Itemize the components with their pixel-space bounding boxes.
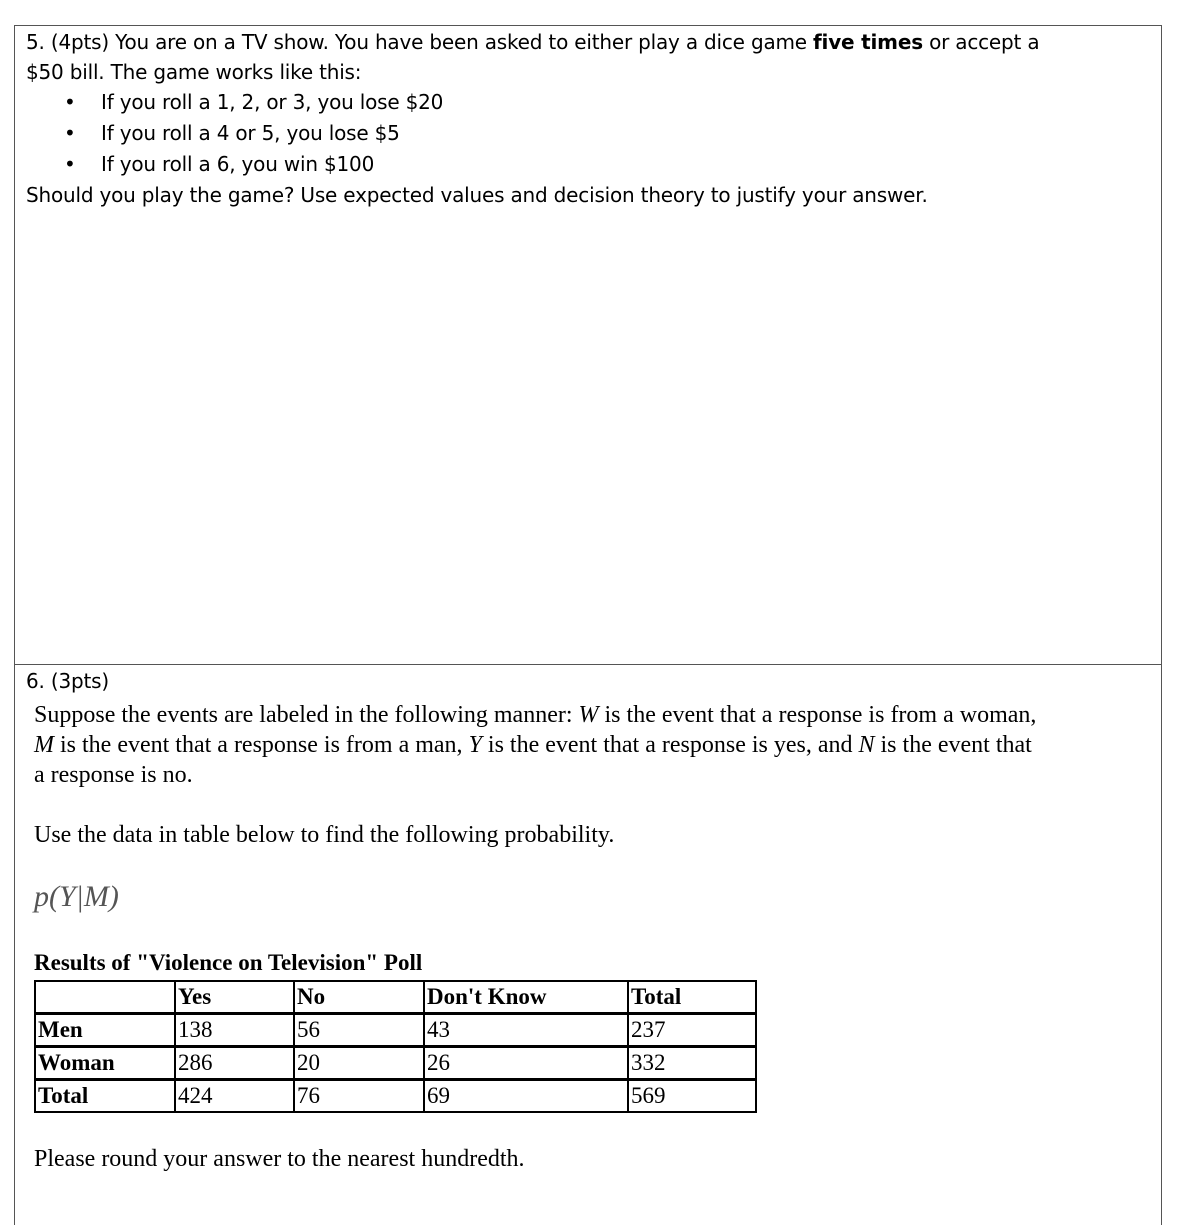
rounding-note: Please round your answer to the nearest hundredth.: [34, 1146, 525, 1172]
row-header: Total: [35, 1080, 175, 1113]
q5-prompt-line1: 5. (4pts) You are on a TV show. You have been asked to either play a dice game five times or accept a: [26, 30, 1040, 54]
column-header: Yes: [175, 981, 294, 1014]
probability-expression: p(Y|M): [34, 880, 119, 913]
column-header: Total: [628, 981, 756, 1014]
q6-event-definitions: Suppose the events are labeled in the following manner: W is the event that a response is from a woman, M is the event that a response is from a man, Y is the event that a response is yes, and N is the event that a response is no.: [34, 702, 1037, 788]
table-cell: 237: [628, 1014, 756, 1047]
list-item: • If you roll a 1, 2, or 3, you lose $20: [26, 87, 1136, 118]
table-cell: 26: [424, 1047, 628, 1080]
table-title: Results of "Violence on Television" Poll: [34, 950, 423, 975]
q5-question: Should you play the game? Use expected values and decision theory to justify your answer.: [26, 183, 928, 207]
column-header: [35, 981, 175, 1014]
table-cell: 69: [424, 1080, 628, 1113]
table-cell: 56: [294, 1014, 424, 1047]
table-row: [35, 1014, 756, 1047]
q5-prompt-line2: $50 bill. The game works like this:: [26, 60, 362, 84]
question-6-body: [34, 700, 1149, 850]
table-header-row: [35, 981, 756, 1014]
bullet-icon: •: [64, 121, 76, 145]
q5-emphasis: five times: [813, 30, 923, 54]
table-row: [35, 1080, 756, 1113]
bullet-icon: •: [64, 90, 76, 114]
q5-rules-list: [26, 87, 1136, 180]
question-divider: [14, 664, 1162, 665]
table-cell: 424: [175, 1080, 294, 1113]
table-cell: 76: [294, 1080, 424, 1113]
table-cell: 332: [628, 1047, 756, 1080]
q6-instruction: Use the data in table below to find the following probability.: [34, 822, 615, 848]
column-header: No: [294, 981, 424, 1014]
row-header: Men: [35, 1014, 175, 1047]
poll-table: [34, 980, 757, 1113]
row-header: Woman: [35, 1047, 175, 1080]
q6-header: 6. (3pts): [26, 669, 109, 693]
table-cell: 43: [424, 1014, 628, 1047]
table-cell: 20: [294, 1047, 424, 1080]
bullet-icon: •: [64, 152, 76, 176]
table-cell: 138: [175, 1014, 294, 1047]
table-cell: 569: [628, 1080, 756, 1113]
column-header: Don't Know: [424, 981, 628, 1014]
table-row: [35, 1047, 756, 1080]
table-cell: 286: [175, 1047, 294, 1080]
question-5: [26, 27, 1136, 210]
list-item: • If you roll a 4 or 5, you lose $5: [26, 118, 1136, 149]
list-item: • If you roll a 6, you win $100: [26, 149, 1136, 180]
